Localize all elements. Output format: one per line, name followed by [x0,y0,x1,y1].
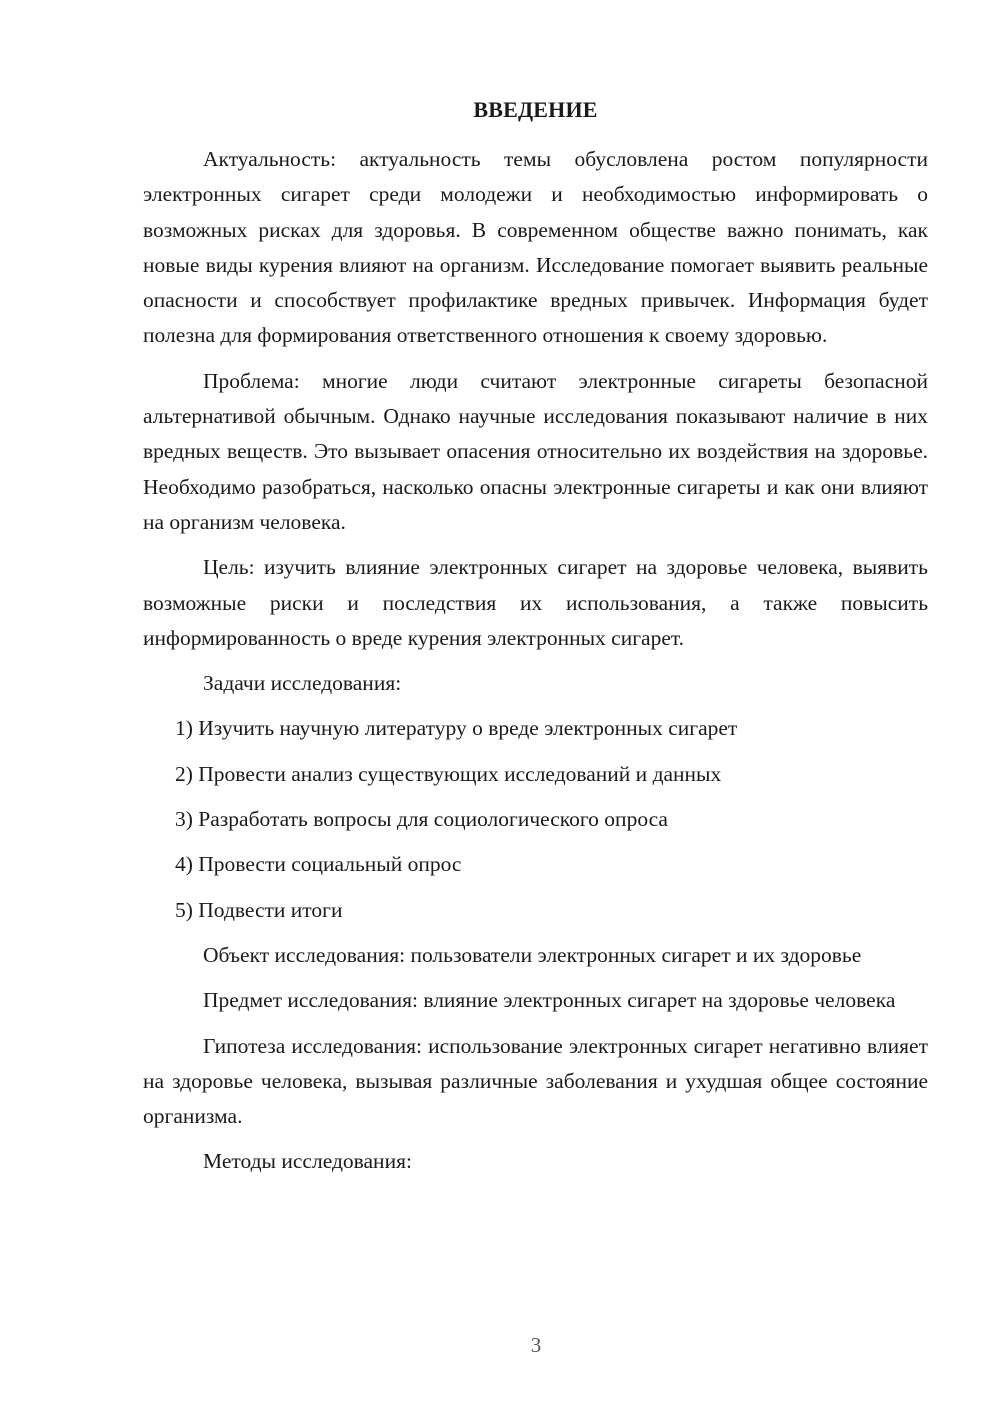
relevance-paragraph: Актуальность: актуальность темы обусловлена ростом популярности электронных сигарет среди молодежи и необходимостью информировать о возможных рисках для здоровья. В современном обществе важно понимать, как новые виды курения влияют на организм. Исследование помогает выявить реальные опасности и способствует профилактике вредных привычек. Информация будет полезна для формирования ответственного отношения к своему здоровью. [143,147,928,348]
methods-paragraph: Методы исследования: [203,1149,412,1174]
task-list [143,711,928,927]
goal-paragraph: Цель: изучить влияние электронных сигарет на здоровье человека, выявить возможные риски и последствия их использования, а также повысить информированность о вреде курения электронных сигарет. [143,555,928,650]
object-paragraph: Объект исследования: пользователи электронных сигарет и их здоровье [203,942,862,967]
tasks-heading: Задачи исследования: [203,671,402,696]
section-title: ВВЕДЕНИЕ [473,97,598,122]
page-number: 3 [530,1333,542,1357]
list-item: 1) Изучить научную литературу о вреде электронных сигарет [175,716,738,741]
subject-paragraph: Предмет исследования: влияние электронных сигарет на здоровье человека [203,988,896,1013]
problem-paragraph: Проблема: многие люди считают электронные сигареты безопасной альтернативой обычным. Однако научные исследования показывают наличие в них вредных веществ. Это вызывает опасения относительно их воздействия на здоровье. Необходимо разобраться, насколько опасны электронные сигареты и как они влияют на организм человека. [143,368,928,534]
list-item: 4) Провести социальный опрос [175,852,462,877]
list-item: 5) Подвести итоги [175,897,343,922]
document-page [143,92,928,1190]
list-item: 2) Провести анализ существующих исследований и данных [175,761,722,786]
list-item: 3) Разработать вопросы для социологического опроса [175,807,668,832]
hypothesis-paragraph: Гипотеза исследования: использование электронных сигарет негативно влияет на здоровье человека, вызывая различные заболевания и ухудшая общее состояние организма. [143,1033,928,1129]
